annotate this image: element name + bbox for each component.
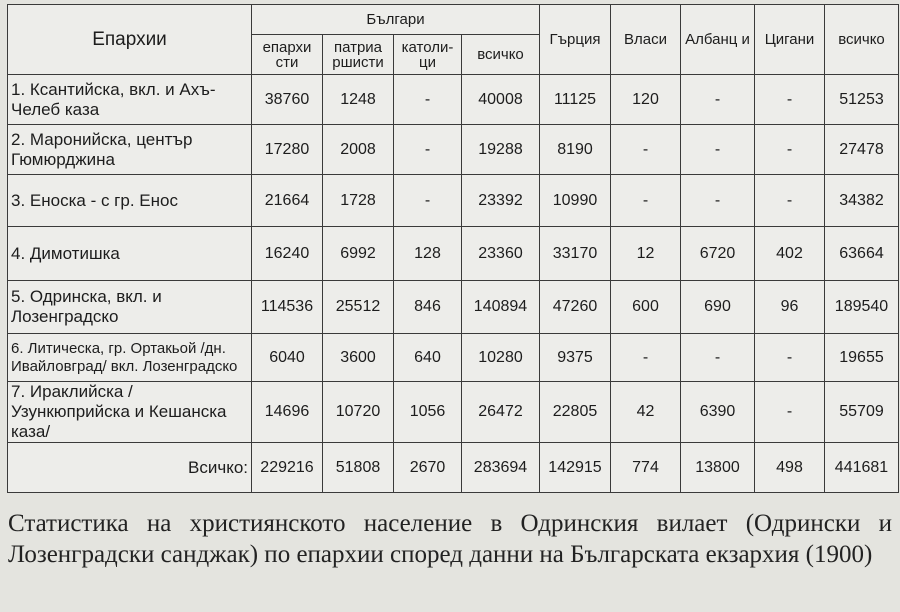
- cell-albanians: 6390: [681, 382, 755, 443]
- cell-vlachs: 120: [611, 75, 681, 125]
- totals-greeks: 142915: [540, 443, 611, 493]
- cell-exarchists: 16240: [252, 227, 323, 281]
- cell-vlachs: -: [611, 125, 681, 175]
- totals-patriarchists: 51808: [323, 443, 394, 493]
- cell-exarchists: 38760: [252, 75, 323, 125]
- header-patriarchists: патриа ршисти: [323, 35, 394, 75]
- header-gypsies: Цигани: [755, 5, 825, 75]
- cell-patriarchists: 10720: [323, 382, 394, 443]
- totals-catholics: 2670: [394, 443, 462, 493]
- cell-catholics: 1056: [394, 382, 462, 443]
- table-row: [8, 382, 899, 443]
- table-body: [8, 75, 899, 493]
- cell-gypsies: -: [755, 75, 825, 125]
- table-row: [8, 125, 899, 175]
- cell-total: 34382: [825, 175, 899, 227]
- header-bulgarians: Българи: [252, 5, 540, 35]
- cell-total: 19655: [825, 334, 899, 382]
- cell-albanians: -: [681, 75, 755, 125]
- population-table: [7, 4, 899, 493]
- cell-total: 55709: [825, 382, 899, 443]
- header-vlachs: Власи: [611, 5, 681, 75]
- eparchy-name: 2. Маронийска, център Гюмюрджина: [8, 125, 252, 175]
- cell-greeks: 33170: [540, 227, 611, 281]
- cell-vlachs: 12: [611, 227, 681, 281]
- totals-albanians: 13800: [681, 443, 755, 493]
- cell-albanians: -: [681, 175, 755, 227]
- table-row: [8, 281, 899, 334]
- totals-label: Всичко:: [8, 443, 252, 493]
- cell-catholics: 846: [394, 281, 462, 334]
- cell-albanians: 6720: [681, 227, 755, 281]
- table-row: [8, 334, 899, 382]
- cell-total: 189540: [825, 281, 899, 334]
- cell-total: 63664: [825, 227, 899, 281]
- eparchy-name: 4. Димотишка: [8, 227, 252, 281]
- cell-albanians: 690: [681, 281, 755, 334]
- header-exarchists: епархи сти: [252, 35, 323, 75]
- cell-albanians: -: [681, 125, 755, 175]
- totals-gypsies: 498: [755, 443, 825, 493]
- eparchy-name: 5. Одринска, вкл. и Лозенградско: [8, 281, 252, 334]
- cell-exarchists: 17280: [252, 125, 323, 175]
- eparchy-name: 6. Литическа, гр. Ортакьой /дн. Ивайловград/ вкл. Лозенградско: [8, 334, 252, 382]
- cell-bulgarians-total: 140894: [462, 281, 540, 334]
- header-greece: Гърция: [540, 5, 611, 75]
- eparchy-name: 7. Ираклийска /Узункюприйска и Кешанска каза/: [8, 382, 252, 443]
- cell-gypsies: 402: [755, 227, 825, 281]
- cell-bulgarians-total: 23360: [462, 227, 540, 281]
- cell-greeks: 11125: [540, 75, 611, 125]
- cell-gypsies: -: [755, 382, 825, 443]
- cell-bulgarians-total: 26472: [462, 382, 540, 443]
- cell-bulgarians-total: 40008: [462, 75, 540, 125]
- cell-patriarchists: 6992: [323, 227, 394, 281]
- cell-catholics: -: [394, 75, 462, 125]
- cell-gypsies: 96: [755, 281, 825, 334]
- cell-bulgarians-total: 10280: [462, 334, 540, 382]
- cell-gypsies: -: [755, 175, 825, 227]
- cell-patriarchists: 25512: [323, 281, 394, 334]
- totals-vlachs: 774: [611, 443, 681, 493]
- cell-catholics: -: [394, 175, 462, 227]
- cell-greeks: 8190: [540, 125, 611, 175]
- cell-greeks: 10990: [540, 175, 611, 227]
- header-total: всичко: [825, 5, 899, 75]
- cell-vlachs: 600: [611, 281, 681, 334]
- cell-patriarchists: 2008: [323, 125, 394, 175]
- totals-total: 441681: [825, 443, 899, 493]
- header-bulgarians-total: всичко: [462, 35, 540, 75]
- cell-gypsies: -: [755, 125, 825, 175]
- cell-total: 51253: [825, 75, 899, 125]
- cell-exarchists: 21664: [252, 175, 323, 227]
- cell-bulgarians-total: 19288: [462, 125, 540, 175]
- header-eparchies: Епархии: [8, 5, 252, 75]
- table-row: [8, 227, 899, 281]
- eparchy-name: 3. Еноска - с гр. Енос: [8, 175, 252, 227]
- cell-vlachs: 42: [611, 382, 681, 443]
- cell-total: 27478: [825, 125, 899, 175]
- cell-catholics: 128: [394, 227, 462, 281]
- cell-greeks: 9375: [540, 334, 611, 382]
- cell-patriarchists: 1248: [323, 75, 394, 125]
- cell-greeks: 47260: [540, 281, 611, 334]
- cell-gypsies: -: [755, 334, 825, 382]
- header-catholics: католи- ци: [394, 35, 462, 75]
- cell-exarchists: 14696: [252, 382, 323, 443]
- eparchy-name: 1. Ксантийска, вкл. и Ахъ-Челеб каза: [8, 75, 252, 125]
- cell-albanians: -: [681, 334, 755, 382]
- cell-bulgarians-total: 23392: [462, 175, 540, 227]
- cell-greeks: 22805: [540, 382, 611, 443]
- table-row: [8, 75, 899, 125]
- header-albanians: Албанц и: [681, 5, 755, 75]
- cell-vlachs: -: [611, 175, 681, 227]
- table-caption: Статистика на християнското население в Одринския вилает (Одрински и Лозенградски санджак) по епархии според данни на Българската екзархия (1900): [8, 510, 892, 568]
- cell-patriarchists: 3600: [323, 334, 394, 382]
- cell-catholics: 640: [394, 334, 462, 382]
- cell-vlachs: -: [611, 334, 681, 382]
- totals-exarchists: 229216: [252, 443, 323, 493]
- cell-exarchists: 114536: [252, 281, 323, 334]
- totals-row: [8, 443, 899, 493]
- cell-patriarchists: 1728: [323, 175, 394, 227]
- cell-exarchists: 6040: [252, 334, 323, 382]
- table-row: [8, 175, 899, 227]
- totals-bulgarians-total: 283694: [462, 443, 540, 493]
- cell-catholics: -: [394, 125, 462, 175]
